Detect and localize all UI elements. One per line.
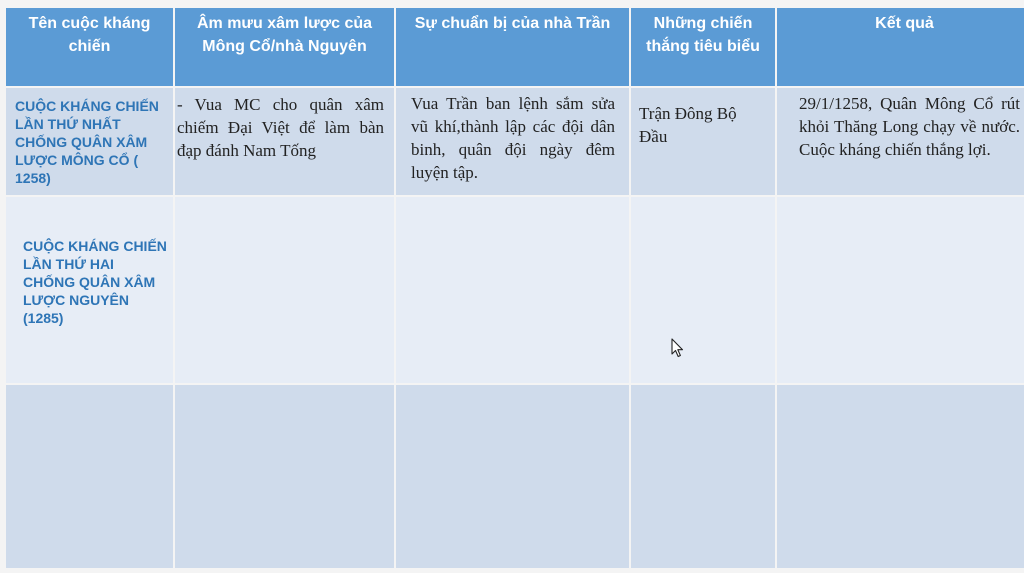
row2-war-name: CUỘC KHÁNG CHIẾN LẦN THỨ HAI CHỐNG QUÂN XÂM LƯỢC NGUYÊN (1285) xyxy=(6,197,173,383)
row2-tran-preparation xyxy=(396,197,629,383)
row2-result xyxy=(777,197,1024,383)
mouse-pointer-icon xyxy=(671,338,685,358)
row1-invasion-plot: - Vua MC cho quân xâm chiếm Đại Việt để làm bàn đạp đánh Nam Tống xyxy=(175,88,394,195)
row1-key-victories: Trận Đông Bộ Đầu xyxy=(631,88,775,195)
row3-tran-preparation xyxy=(396,385,629,568)
row3-key-victories xyxy=(631,385,775,568)
row1-war-name: CUỘC KHÁNG CHIẾN LẦN THỨ NHẤT CHỐNG QUÂN XÂM LƯỢC MÔNG CỔ ( 1258) xyxy=(6,88,173,195)
row3-result xyxy=(777,385,1024,568)
history-table xyxy=(6,8,1024,562)
header-tran-preparation: Sự chuẩn bị của nhà Trần xyxy=(396,8,629,86)
header-result: Kết quả xyxy=(777,8,1024,86)
row2-invasion-plot xyxy=(175,197,394,383)
row1-result: 29/1/1258, Quân Mông Cổ rút khỏi Thăng Long chạy về nước. Cuộc kháng chiến thắng lợi. xyxy=(777,88,1024,195)
row1-tran-preparation: Vua Trần ban lệnh sắm sửa vũ khí,thành lập các đội dân binh, quân đội ngày đêm luyện tập. xyxy=(396,88,629,195)
header-key-victories: Những chiến thắng tiêu biểu xyxy=(631,8,775,86)
row3-war-name xyxy=(6,385,173,568)
header-invasion-plot: Âm mưu xâm lược của Mông Cổ/nhà Nguyên xyxy=(175,8,394,86)
row2-key-victories xyxy=(631,197,775,383)
row3-invasion-plot xyxy=(175,385,394,568)
header-war-name: Tên cuộc kháng chiến xyxy=(6,8,173,86)
